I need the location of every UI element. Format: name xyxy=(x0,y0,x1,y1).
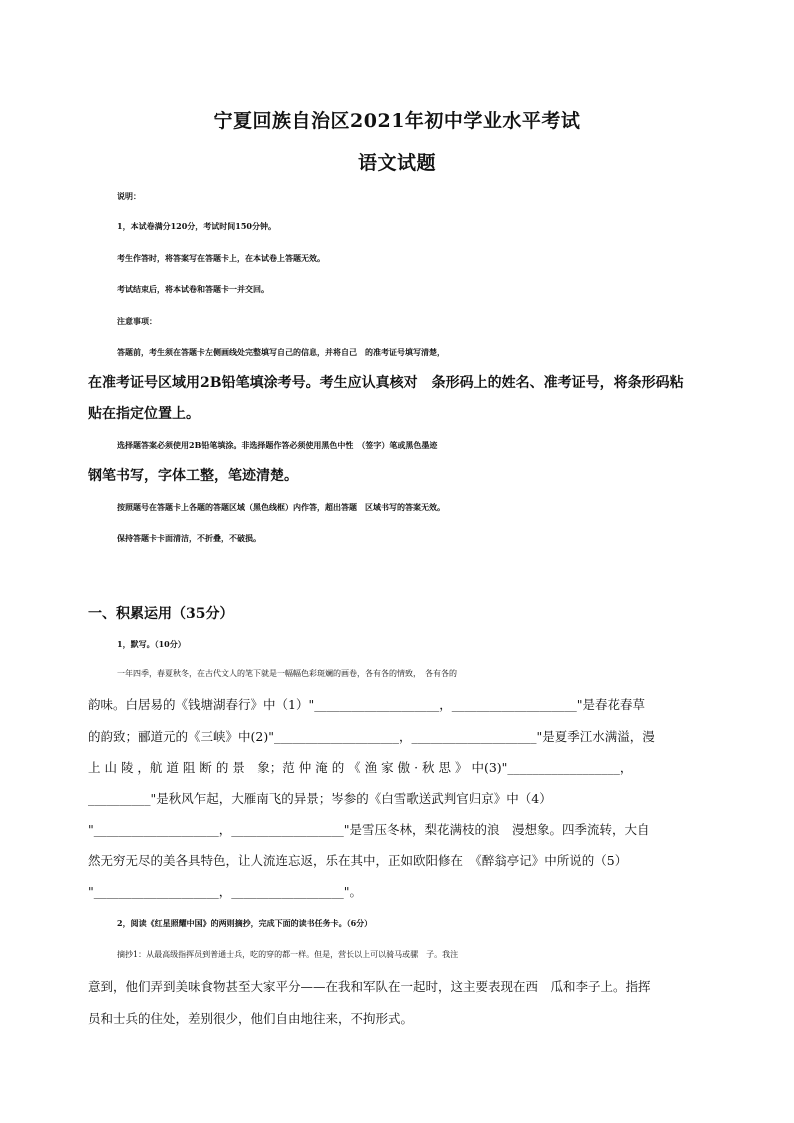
question-1-text-line: 韵味。白居易的《钱塘湖春行》中（1）"____________________，____________________"是春花春草 xyxy=(88,697,645,712)
notes-line: 保持答题卡卡面清洁，不折叠，不破损。 xyxy=(117,533,261,543)
question-1-text-line: 上 山 陵 ，航 道 阻 断 的 景 象；范 仲 淹 的 《 渔 家 傲 · 秋 思 》 中(3)"__________________， xyxy=(88,760,633,775)
question-2-text-line: 员和士兵的住处，差别很少，他们自由地往来，不拘形式。 xyxy=(88,1011,414,1026)
notes-heading: 注意事项： xyxy=(117,316,157,326)
instruction-line: 考生作答时，将答案写在答题卡上，在本试卷上答题无效。 xyxy=(117,253,325,263)
question-1-text-line: __________"是秋风乍起，大雁南飞的异景；岑参的《白雪歌送武判官归京》中（4） xyxy=(88,791,552,806)
question-1-text-line: "____________________，__________________"是雪压冬林，梨花满枝的浪 漫想象。四季流转，大自 xyxy=(88,822,650,837)
notes-line: 贴在指定位置上。 xyxy=(88,406,200,422)
instruction-line: 1，本试卷满分120分，考试时间150分钟。 xyxy=(117,221,276,231)
question-1-text-line: 然无穷无尽的美各具特色，让人流连忘返，乐在其中，正如欧阳修在 《醉翁亭记》中所说的（5） xyxy=(88,853,628,868)
notes-line: 选择题答案必须使用2B铅笔填涂。非选择题作答必须使用黑色中性 （签字）笔或黑色墨迹 xyxy=(117,440,438,450)
section-heading: 一、积累运用（35分） xyxy=(88,606,234,622)
exam-title: 宁夏回族自治区2021年初中学业水平考试 xyxy=(213,110,581,132)
question-1-text-line: 的韵致；郦道元的《三峡》中(2)"____________________，____________________"是夏季江水满溢，漫 xyxy=(88,729,655,744)
notes-line: 答题前，考生须在答题卡左侧画线处完整填写自己的信息，并将自己 的准考证号填写清楚， xyxy=(117,347,445,357)
exam-subtitle: 语文试题 xyxy=(357,152,436,174)
question-2-text-line: 意到，他们弄到美味食物甚至大家平分——在我和军队在一起时，这主要表现在西 瓜和李子上。指挥 xyxy=(88,979,651,994)
notes-line: 钢笔书写，字体工整，笔迹清楚。 xyxy=(88,468,298,484)
question-2-text-line: 摘抄1：从最高级指挥员到普通士兵，吃的穿的都一样。但是，营长以上可以骑马或骡 子。我注 xyxy=(117,950,459,959)
question-1-text-line: "____________________，__________________"。 xyxy=(88,884,362,899)
question-2-heading: 2，阅读《红星照耀中国》的两则摘抄，完成下面的读书任务卡。（6分） xyxy=(117,918,373,928)
instruction-line: 考试结束后，将本试卷和答题卡一并交回。 xyxy=(117,284,269,294)
question-1-text-line: 一年四季，春夏秋冬，在古代文人的笔下就是一幅幅色彩斑斓的画卷，各有各的情致， 各有各的 xyxy=(117,669,457,678)
question-1-heading: 1，默写。（10分） xyxy=(117,639,186,649)
notes-line: 按照题号在答题卡上各题的答题区域（黑色线框）内作答，超出答题 区域书写的答案无效。 xyxy=(117,502,445,512)
notes-line: 在准考证号区域用2B铅笔填涂考号。考生应认真核对 条形码上的姓名、准考证号，将条形码粘 xyxy=(88,375,684,391)
instructions-heading: 说明： xyxy=(117,191,141,201)
